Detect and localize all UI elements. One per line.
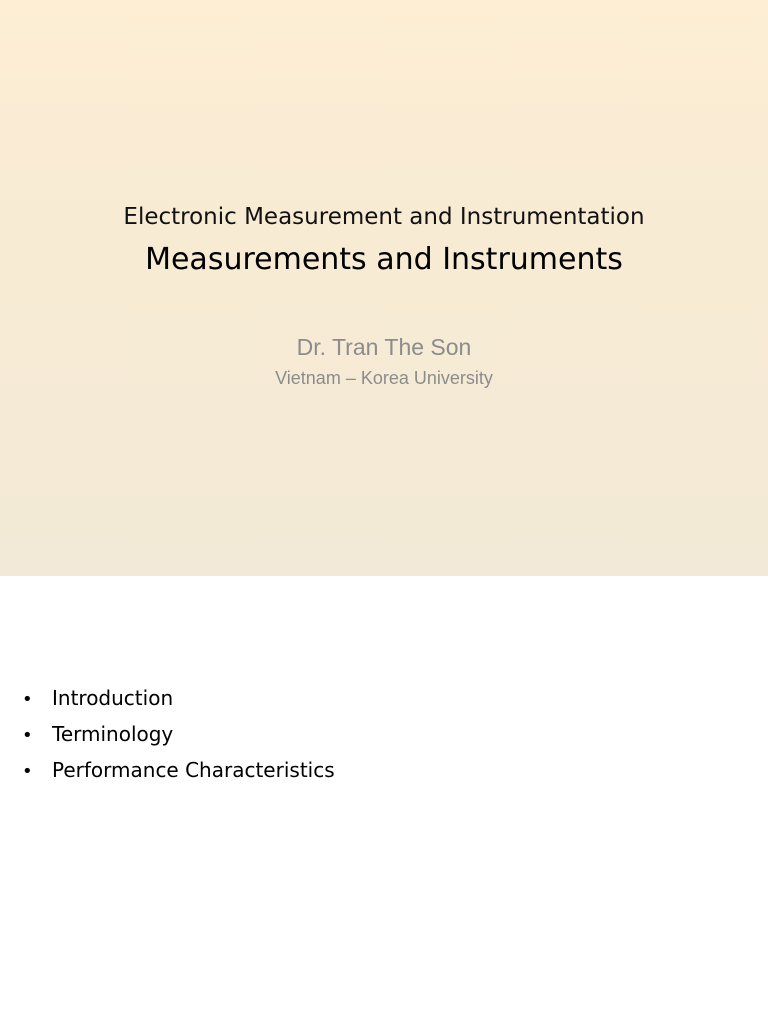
bullet-icon: •: [22, 761, 33, 782]
lecture-title: Measurements and Instruments: [145, 242, 623, 277]
outline-item-label: Performance Characteristics: [52, 758, 335, 782]
outline-item-label: Introduction: [52, 686, 174, 710]
course-title: Electronic Measurement and Instrumentation: [123, 204, 645, 230]
outline-list: [22, 680, 335, 788]
author-name: Dr. Tran The Son: [296, 334, 472, 360]
outline-slide: [0, 576, 768, 1024]
bullet-icon: •: [22, 689, 33, 710]
outline-item-performance-characteristics: [22, 752, 335, 788]
bullet-icon: •: [22, 725, 33, 746]
outline-item-label: Terminology: [52, 722, 174, 746]
outline-item-introduction: [22, 680, 335, 716]
author-affiliation: Vietnam – Korea University: [275, 368, 493, 388]
outline-item-terminology: [22, 716, 335, 752]
